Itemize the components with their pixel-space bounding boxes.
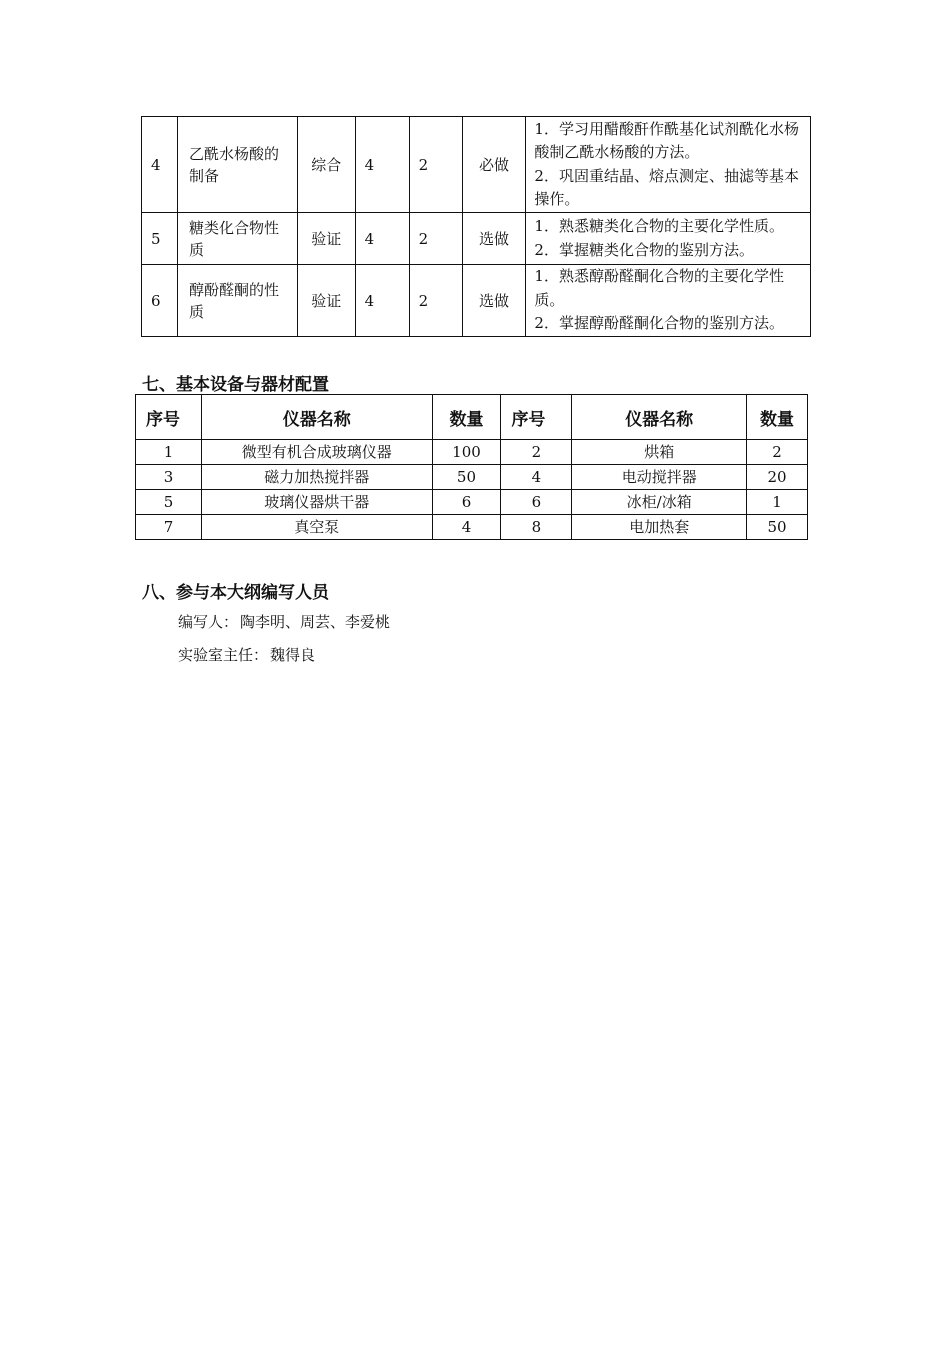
column-header-no: 序号 <box>501 395 572 440</box>
cell-quantity: 6 <box>432 490 501 515</box>
table-row <box>136 465 808 490</box>
goal-line: 2．掌握醇酚醛酮化合物的鉴别方法。 <box>534 314 784 333</box>
experiment-group-size: 2 <box>409 265 462 337</box>
section-heading-equipment: 七、基本设备与器材配置 <box>142 375 329 395</box>
table-header-row <box>136 395 808 440</box>
experiment-goals <box>526 117 811 213</box>
cell-instrument: 玻璃仪器烘干器 <box>201 490 432 515</box>
experiment-hours: 4 <box>355 265 409 337</box>
director-value: 魏得良 <box>270 646 316 664</box>
table-row <box>142 265 811 337</box>
table-row <box>142 117 811 213</box>
cell-no: 6 <box>501 490 572 515</box>
experiment-goals <box>526 265 811 337</box>
goal-line: 1．熟悉醇酚醛酮化合物的主要化学性质。 <box>534 267 784 309</box>
experiment-requirement: 必做 <box>462 117 526 213</box>
experiment-goals <box>526 213 811 265</box>
director-label: 实验室主任： <box>178 646 269 664</box>
experiment-group-size: 2 <box>409 117 462 213</box>
experiment-requirement: 选做 <box>462 265 526 337</box>
experiment-no: 4 <box>142 117 178 213</box>
goal-line: 1．熟悉糖类化合物的主要化学性质。 <box>534 217 784 235</box>
experiment-name: 糖类化合物性质 <box>177 213 297 265</box>
table-row <box>136 515 808 540</box>
experiment-type: 综合 <box>297 117 355 213</box>
cell-no: 2 <box>501 440 572 465</box>
experiment-name: 乙酰水杨酸的制备 <box>177 117 297 213</box>
cell-quantity: 20 <box>747 465 808 490</box>
experiment-type: 验证 <box>297 265 355 337</box>
experiment-no: 6 <box>142 265 178 337</box>
cell-no: 7 <box>136 515 202 540</box>
cell-quantity: 1 <box>747 490 808 515</box>
column-header-instrument: 仪器名称 <box>201 395 432 440</box>
director-line <box>178 644 315 665</box>
equipment-table <box>135 394 808 540</box>
cell-quantity: 4 <box>432 515 501 540</box>
goal-line: 1．学习用醋酸酐作酰基化试剂酰化水杨酸制乙酰水杨酸的方法。 <box>534 119 799 161</box>
authors-value: 陶李明、周芸、李爱桃 <box>240 613 391 631</box>
cell-instrument: 磁力加热搅拌器 <box>201 465 432 490</box>
experiment-name: 醇酚醛酮的性质 <box>177 265 297 337</box>
section-heading-authors: 八、参与本大纲编写人员 <box>142 583 329 603</box>
experiment-no: 5 <box>142 213 178 265</box>
column-header-no: 序号 <box>136 395 202 440</box>
cell-instrument: 电动搅拌器 <box>572 465 747 490</box>
cell-quantity: 50 <box>432 465 501 490</box>
cell-no: 4 <box>501 465 572 490</box>
cell-instrument: 真空泵 <box>201 515 432 540</box>
column-header-instrument: 仪器名称 <box>572 395 747 440</box>
cell-instrument: 冰柜/冰箱 <box>572 490 747 515</box>
experiment-hours: 4 <box>355 213 409 265</box>
authors-label: 编写人： <box>178 613 239 631</box>
table-row <box>142 213 811 265</box>
cell-quantity: 50 <box>747 515 808 540</box>
cell-quantity: 100 <box>432 440 501 465</box>
table-row <box>136 440 808 465</box>
experiment-group-size: 2 <box>409 213 462 265</box>
experiment-hours: 4 <box>355 117 409 213</box>
cell-instrument: 电加热套 <box>572 515 747 540</box>
column-header-quantity: 数量 <box>432 395 501 440</box>
cell-no: 5 <box>136 490 202 515</box>
cell-no: 3 <box>136 465 202 490</box>
cell-quantity: 2 <box>747 440 808 465</box>
cell-no: 1 <box>136 440 202 465</box>
column-header-quantity: 数量 <box>747 395 808 440</box>
authors-line <box>178 611 390 632</box>
experiment-type: 验证 <box>297 213 355 265</box>
experiment-table <box>141 116 811 337</box>
cell-no: 8 <box>501 515 572 540</box>
table-row <box>136 490 808 515</box>
cell-instrument: 微型有机合成玻璃仪器 <box>201 440 432 465</box>
goal-line: 2．掌握糖类化合物的鉴别方法。 <box>534 240 754 259</box>
cell-instrument: 烘箱 <box>572 440 747 465</box>
experiment-requirement: 选做 <box>462 213 526 265</box>
goal-line: 2．巩固重结晶、熔点测定、抽滤等基本操作。 <box>534 166 799 208</box>
